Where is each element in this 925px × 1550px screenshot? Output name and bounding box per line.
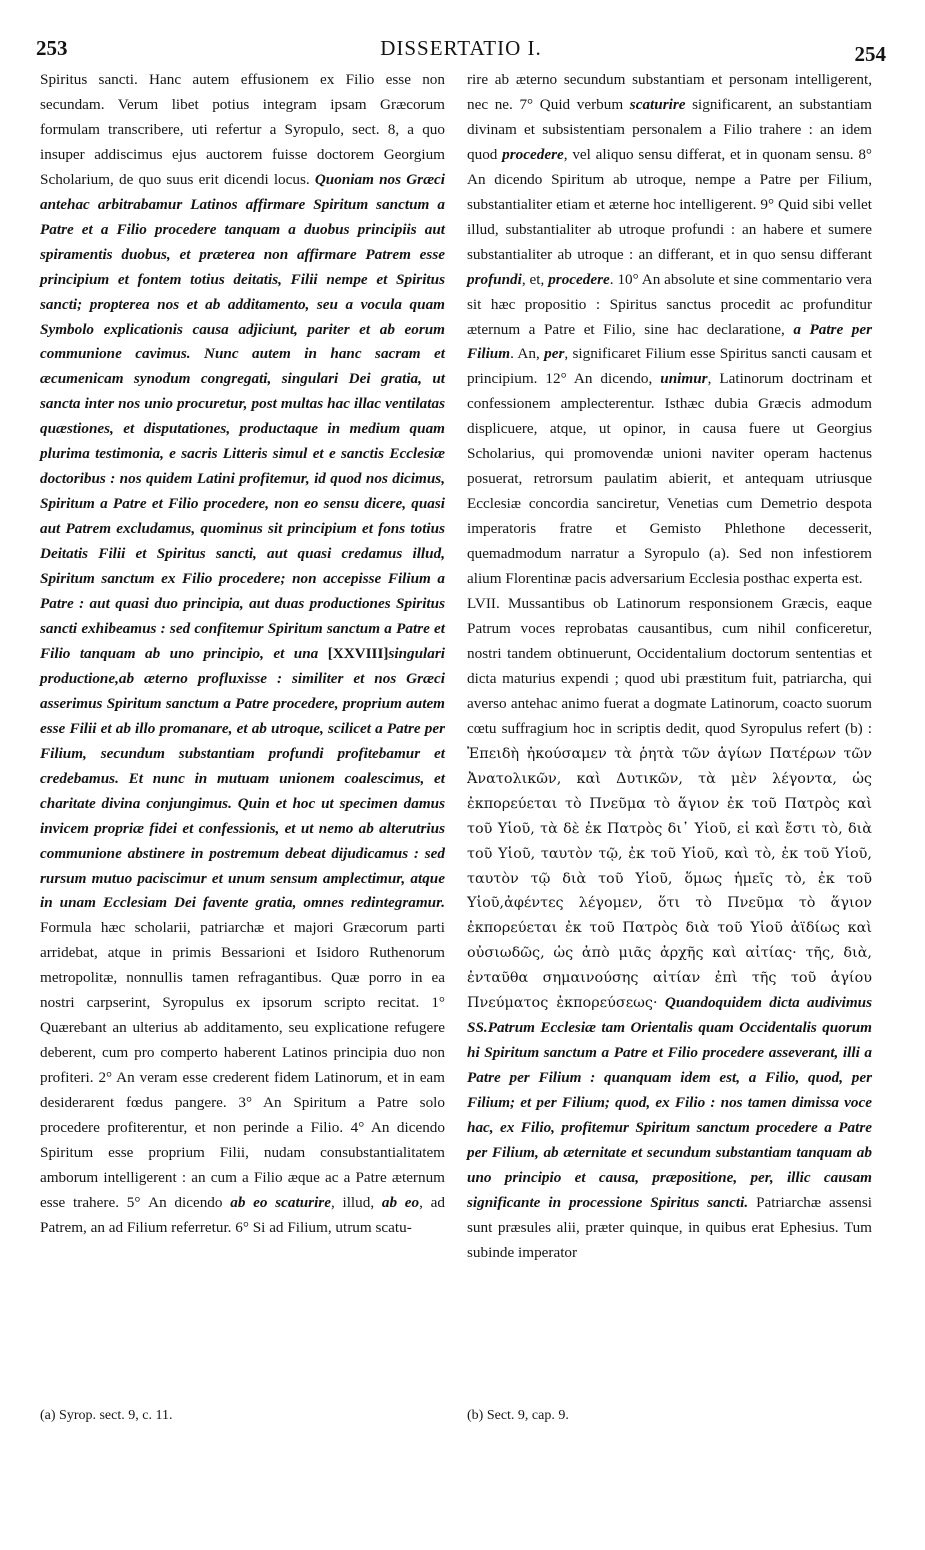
right-italic-2: procedere (502, 145, 564, 163)
right-text-3: , vel aliquo sensu differat, et in quonam sensu. 8° An dicendo Spiritum ab utroque, nempe a Patre per Filium, substantialiter etiam et æterne hoc intelligerent. 9° Quid sibi vellet illud, substantialiter ab utroque profundi : an habere et sumere substantialiter ab utroque : an differant, et in quo sensu differant (467, 145, 872, 263)
left-column (40, 68, 445, 1423)
right-text-1: rire ab æterno secundum substantiam et personam intelligerent, nec ne. 7° Quid verbum (467, 71, 872, 113)
right-column (467, 68, 873, 1423)
right-text-a (467, 68, 872, 592)
right-text-4: , et, (521, 270, 549, 288)
page-marker: [XXVIII] (327, 644, 389, 662)
right-text-8: , Latinorum doctrinam et confessionem amplecterentur. Isthæc dubia Græcis admodum displicuere, atque, ut opinor, in causa fuere ut Georgius Scholarius, qui promovendæ unioni naviter operam hactenus posuerat, retrorsum paulatim abierit, et antequam utriusque Ecclesiæ concordia sanciretur, Venetias cum Demetrio despota imperatoris fratre et Gemisto Phlethone decesserit, quemadmodum narratur a Syropulo (a). Sed non infestiorem alium Florentinæ pacis adversarium Ecclesia posthac experta est. (467, 370, 872, 588)
right-italic-3: profundi (467, 270, 522, 288)
footnote-b: (b) Sect. 9, cap. 9. (467, 1408, 569, 1423)
left-italic-3: ab eo scaturire (230, 1193, 331, 1211)
left-text-2: Formula hæc scholarii, patriarchæ et majori Græcorum parti arridebat, atque in primis Bessarioni et Isidoro Ruthenorum metropolitæ, nonnullis tamen refragantibus. Quæ porro in ea nostri carpserint, Syropulus ex ipsorum scripto recitat. 1° Quærebant an ulterius ab additamento, seu explicatione refugere deberent, cum pro comperto haberent Latinos principia duo non profiteri. 2° An veram esse crederent fidem Latinorum, et in eam desiderarent fœdus pangere. 3° An Spiritum a Patre solo procedere profiterentur, et non perinde a Filio. 4° An dicendo Spiritum esse proprium Filii, nudam consubstantialitatem amborum intelligerent : an cum a Filio æque ac a Patre æternum esse traherе. 5° An dicendo (40, 919, 445, 1211)
section-lvii-text: LVII. Mussantibus ob Latinorum responsionem Græcis, eaque Patrum voces reprobatas causantibus, cum nihil conficeretur, nostri tandem obtinuerunt, Occidentalium doctorum sententias et dicta maturius expendi ; quod ubi præstitum fuit, patriarcha, qui averso antehac animo fuerat a dogmate Latinorum, coacto suorum cœtu suffragium hoc in scriptis dedit, quod Syropulus refert (b) : (467, 595, 872, 737)
greek-formula-quote: Quoniam nos Græci antehac arbitrabamur Latinos affirmare Spiritum sanctum a Patre et a Filio procedere tanquam a duobus principiis aut spiramentis duobus, et præterea non affirmare Patrem esse principium et fontem totius deitatis, Filii nempe et Spiritus sancti; propterea nos et ab additamento, seu a vocula quam Symbolo explicationis causa adjiciunt, pariter et ab eorum communione cavimus. Nunc autem in hanc sacram et æcumenicam synodum congregati, singulari Dei gratia, ut sancta inter nos unio procuretur, post multas hac illac ventilatas quæstiones, et disputationes, productaque in medium quam plurima testimonia, e sacris Litteris simul et e sanctis Ecclesiæ doctoribus : nos quidem Latini profitemur, id quod nos dicimus, Spiritum a Patre et Filio procedere, non eo sensu dicere, quasi aut Patrem excludamus, quominus sit principium et fons totius Deitatis Filii et Spiritus sancti, aut quasi credamus illud, Spiritum sanctum ex Filio procedere; non accepisse Filium a Patre : aut quasi duo principia, aut duas productiones Spiritus sancti exhibeamus : sed confitemur Spiritum sanctum a Patre et Filio tanquam ab uno principio, et una (40, 170, 445, 662)
right-text-b (467, 592, 872, 1266)
page-number-right: 254 (854, 42, 886, 66)
left-text (40, 68, 445, 1241)
left-text-3: , illud, (330, 1193, 382, 1211)
footnote-a: (a) Syrop. sect. 9, c. 11. (40, 1408, 173, 1423)
right-text-6: . An, (510, 345, 545, 363)
greek-quote: Ἐπειδὴ ἠκούσαμεν τὰ ῥητὰ τῶν ἁγίων Πατέρων τῶν Ἀνατολικῶν, καὶ Δυτικῶν, τὰ μὲν λέγοντα, ὡς ἐκπορεύεται τὸ Πνεῦμα τὸ ἅγιον ἐκ τοῦ Πατρὸς καὶ τοῦ Υἱοῦ, τὰ δὲ ἐκ Πατρὸς δι᾽ Υἱοῦ, εἰ καὶ ἔστι τὸ, διὰ τοῦ Υἱοῦ, ταυτὸν τῷ, ἐκ τοῦ Υἱοῦ, καὶ τὸ, ἐκ τοῦ Υἱοῦ, ταυτὸν τῷ διὰ τοῦ Υἱοῦ, ὅμως ἡμεῖς τὸ, ἐκ τοῦ Υἱοῦ,ἀφέντες λέγομεν, ὅτι τὸ Πνεῦμα τὸ ἅγιον ἐκπορεύεται ἐκ τοῦ Πατρὸς διὰ τοῦ Υἱοῦ ἀϊδίως καὶ οὐσιωδῶς, ὡς ἀπὸ μιᾶς ἀρχῆς καὶ αἰτίας· τῆς, διὰ, ἐνταῦθα σημαινούσης αἰτίαν ἐπὶ τῆς τοῦ ἁγίου Πνεύματος ἐκπορεύσεως· (467, 745, 872, 1012)
latin-translation: Quandoquidem dicta audivimus SS.Patrum Ecclesiæ tam Orientalis quam Occidentalis quorum hi Spiritum sanctum a Patre et Filio procedere asseverant, illi a Patre per Filium : quanquam idem est, a Filio, quod, per Filium; et per Filium; quod, ex Filio : nos tamen dimissa voce hac, ex Filio, profitemur Spiritum sanctum procedere a Patre per Filium, ab æternitate et secundum substantiam tanquam ab uno principio et causa, præpositione, per, illic causam significante in processione Spiritus sancti. (467, 994, 873, 1211)
running-header (36, 36, 886, 70)
left-text-1: Spiritus sancti. Hanc autem effusionem ex Filio esse non secundam. Verum libet potius integram ipsam Græcorum formulam transcribere, uti refertur a Syropulo, sect. 8, a quo insuper addiscimus ejus auctorem fuisse doctorem Georgium Scholarium, de quo suus erit dicendi locus. (40, 71, 445, 188)
right-italic-6: per (544, 345, 565, 363)
right-text-2: significarent, an substantiam divinam et subsistentiam personalem a Filio trahere : an idem quod (467, 95, 872, 163)
running-title: DISSERTATIO I. (380, 36, 542, 60)
right-italic-7: unimur (660, 370, 708, 388)
left-text-4: , ad Patrem, an ad Filium referretur. 6° Si ad Filium, utrum scatu- (40, 1193, 445, 1236)
right-text-10: Patriarchæ assensi sunt præsules alii, præter quinque, in quibus erat Ephesius. Tum subinde imperator (467, 1193, 872, 1261)
left-italic-4: ab eo (381, 1193, 420, 1211)
right-text-5: . 10° An absolute et sine commentario vera sit hæc propositio : Spiritus sanctus procedit ac profunditur æternum a Patre et Filio, sine hac declaratione, (467, 270, 872, 338)
right-text-7: , significaret Filium esse Spiritus sancti causam et principium. 12° An dicendo, (467, 345, 872, 388)
page-number-left: 253 (36, 36, 68, 60)
right-italic-5: a Patre per Filium (467, 320, 872, 363)
greek-formula-quote-cont: singulari productione,ab æterno profluxisse : similiter et nos Græci asserimus Spiritum sanctum a Patre procedere, proprium autem esse Filii et ab illo promanare, et ab utroque, scilicet a Patre per Filium, secundum substantiam profundi profitebamur et credebamus. Et nunc in mutuam unionem coalescimus, et charitate divina conjungimus. Quin et hoc ut specimen damus invicem propriæ fidei et confessionis, et ut nemo ab alterutrius communione abstinere in postremum debeat dijudicamus : sed rursum mutuo paciscimur et unum sensum amplectimur, atque in unam Ecclesiam Dei favente gratia, omnes redintegramur. (40, 644, 445, 912)
right-italic-4: procedere (548, 270, 610, 288)
right-italic-1: scaturire (629, 95, 686, 113)
